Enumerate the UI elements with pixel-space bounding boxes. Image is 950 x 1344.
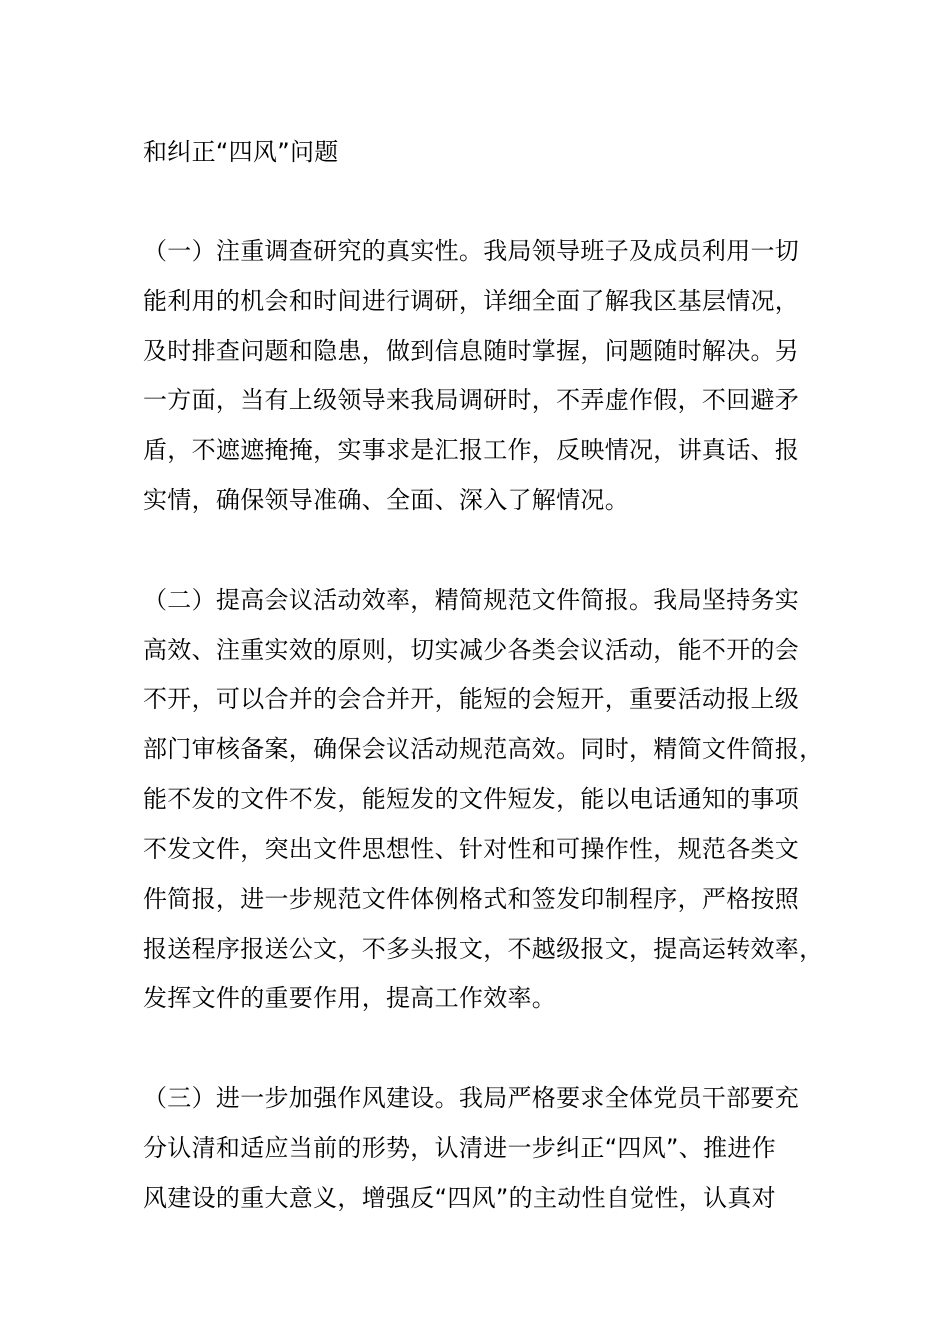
paragraph-line: 一方面，当有上级领导来我局调研时，不弄虚作假，不回避矛 <box>143 386 800 414</box>
paragraph-line: （二）提高会议活动效率，精简规范文件简报。我局坚持务实 <box>143 586 800 614</box>
paragraph-line: 不开，可以合并的会合并开，能短的会短开，重要活动报上级 <box>143 685 800 713</box>
paragraph-line: （一）注重调查研究的真实性。我局领导班子及成员利用一切 <box>143 237 800 265</box>
paragraph-line: （三）进一步加强作风建设。我局严格要求全体党员干部要充 <box>143 1084 800 1112</box>
paragraph-line: 风建设的重大意义，增强反“四风”的主动性自觉性，认真对 <box>143 1184 776 1212</box>
paragraph-line: 不发文件，突出文件思想性、针对性和可操作性，规范各类文 <box>143 835 800 863</box>
paragraph-line: 件简报，进一步规范文件体例格式和签发印制程序，严格按照 <box>143 885 800 913</box>
paragraph-line: 高效、注重实效的原则，切实减少各类会议活动，能不开的会 <box>143 636 800 664</box>
paragraph-line: 盾，不遮遮掩掩，实事求是汇报工作，反映情况，讲真话、报 <box>143 436 800 464</box>
paragraph-line: 及时排查问题和隐患，做到信息随时掌握，问题随时解决。另 <box>143 337 800 365</box>
paragraph-line: 能不发的文件不发，能短发的文件短发，能以电话通知的事项 <box>143 785 800 813</box>
paragraph-line: 部门审核备案，确保会议活动规范高效。同时，精简文件简报， <box>143 735 824 763</box>
paragraph-line: 能利用的机会和时间进行调研，详细全面了解我区基层情况， <box>143 287 800 315</box>
paragraph-line: 报送程序报送公文，不多头报文，不越级报文，提高运转效率， <box>143 935 824 963</box>
paragraph-line: 发挥文件的重要作用，提高工作效率。 <box>143 984 557 1012</box>
section-heading: 和纠正“四风”问题 <box>143 138 339 166</box>
paragraph-line: 实情，确保领导准确、全面、深入了解情况。 <box>143 486 629 514</box>
paragraph-line: 分认清和适应当前的形势，认清进一步纠正“四风”、推进作 <box>143 1134 776 1162</box>
